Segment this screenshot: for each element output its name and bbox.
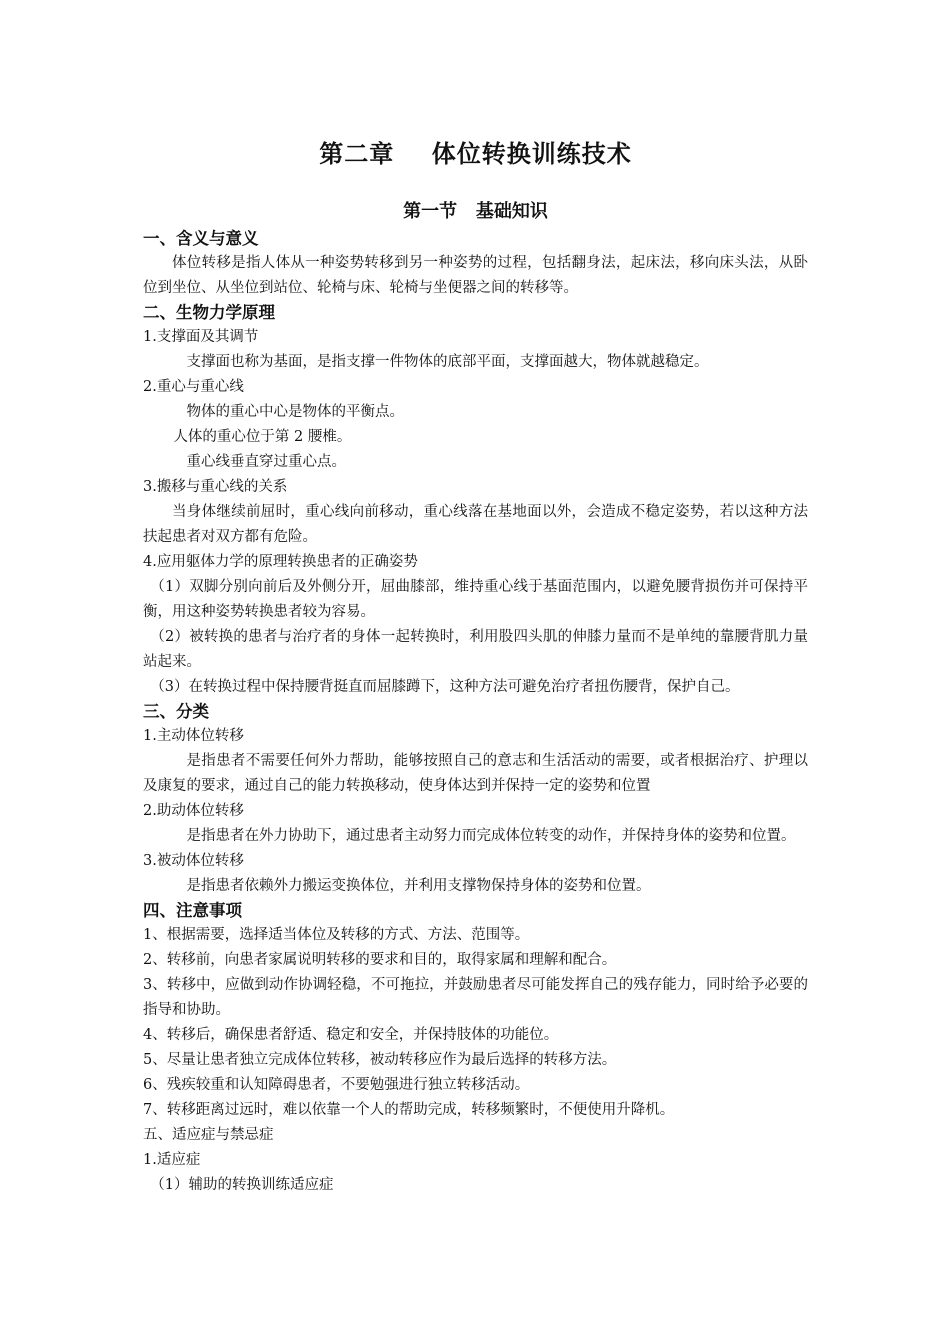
heading-meaning: 一、含义与意义 — [143, 229, 259, 248]
document-page — [143, 128, 808, 1198]
item-text: 支撑面也称为基面，是指支撑一件物体的底部平面，支撑面越大，物体就越稳定。 — [186, 354, 709, 370]
precaution-item: 3、转移中，应做到动作协调轻稳，不可拖拉，并鼓励患者尽可能发挥自己的残存能力，同时给予必要的指导和协助。 — [143, 977, 808, 1018]
sub-item: （2）被转换的患者与治疗者的身体一起转换时，利用股四头肌的伸膝力量而不是单纯的靠腰背肌力量站起来。 — [143, 629, 808, 670]
item-text: 是指患者依赖外力搬运变换体位，并利用支撑物保持身体的姿势和位置。 — [186, 878, 651, 894]
precaution-item: 4、转移后，确保患者舒适、稳定和安全，并保持肢体的功能位。 — [143, 1027, 559, 1043]
heading-indications: 五、适应症与禁忌症 — [143, 1127, 274, 1143]
item-text: 是指患者在外力协助下，通过患者主动努力而完成体位转变的动作，并保持身体的姿势和位置。 — [186, 828, 796, 844]
item-title: 3.搬移与重心线的关系 — [143, 479, 288, 495]
item-title: 2.助动体位转移 — [143, 803, 244, 819]
item-text: 当身体继续前屈时，重心线向前移动，重心线落在基地面以外，会造成不稳定姿势，若以这种方法扶起患者对双方都有危险。 — [143, 504, 808, 545]
item-title: 1.主动体位转移 — [143, 728, 244, 744]
precaution-item: 5、尽量让患者独立完成体位转移，被动转移应作为最后选择的转移方法。 — [143, 1052, 617, 1068]
section-title: 第一节 基础知识 — [403, 201, 548, 222]
precaution-item: 1、根据需要，选择适当体位及转移的方式、方法、范围等。 — [143, 927, 530, 943]
item-title: 3.被动体位转移 — [143, 853, 244, 869]
item-text: 物体的重心中心是物体的平衡点。 — [186, 404, 404, 420]
item-title: 2.重心与重心线 — [143, 379, 244, 395]
heading-precautions: 四、注意事项 — [143, 901, 242, 920]
precaution-item: 6、残疾较重和认知障碍患者，不要勉强进行独立转移活动。 — [143, 1077, 530, 1093]
item-text: 重心线垂直穿过重心点。 — [186, 454, 346, 470]
paragraph-meaning: 体位转移是指人体从一种姿势转移到另一种姿势的过程，包括翻身法，起床法，移向床头法，从卧位到坐位、从坐位到站位、轮椅与床、轮椅与坐便器之间的转移等。 — [143, 255, 808, 296]
item-title: 1.适应症 — [143, 1152, 201, 1168]
sub-item: （1）辅助的转换训练适应症 — [150, 1177, 334, 1193]
item-text: 是指患者不需要任何外力帮助，能够按照自己的意志和生活活动的需要，或者根据治疗、护理以及康复的要求，通过自己的能力转换移动，使身体达到并保持一定的姿势和位置 — [143, 753, 808, 794]
sub-item: （1）双脚分别向前后及外侧分开，屈曲膝部，维持重心线于基面范围内，以避免腰背损伤并可保持平衡，用这种姿势转换患者较为容易。 — [143, 579, 808, 620]
chapter-title: 第二章 体位转换训练技术 — [319, 140, 632, 168]
item-text: 人体的重心位于第 2 腰椎。 — [173, 429, 352, 445]
precaution-item: 7、转移距离过远时，难以依靠一个人的帮助完成，转移频繁时，不便使用升降机。 — [143, 1102, 675, 1118]
sub-item: （3）在转换过程中保持腰背挺直而屈膝蹲下，这种方法可避免治疗者扭伤腰背，保护自己。 — [150, 679, 740, 695]
heading-biomechanics: 二、生物力学原理 — [143, 303, 275, 322]
item-title: 1.支撑面及其调节 — [143, 329, 259, 345]
item-title: 4.应用躯体力学的原理转换患者的正确姿势 — [143, 554, 418, 570]
heading-classification: 三、分类 — [143, 702, 209, 721]
precaution-item: 2、转移前，向患者家属说明转移的要求和目的，取得家属和理解和配合。 — [143, 952, 617, 968]
